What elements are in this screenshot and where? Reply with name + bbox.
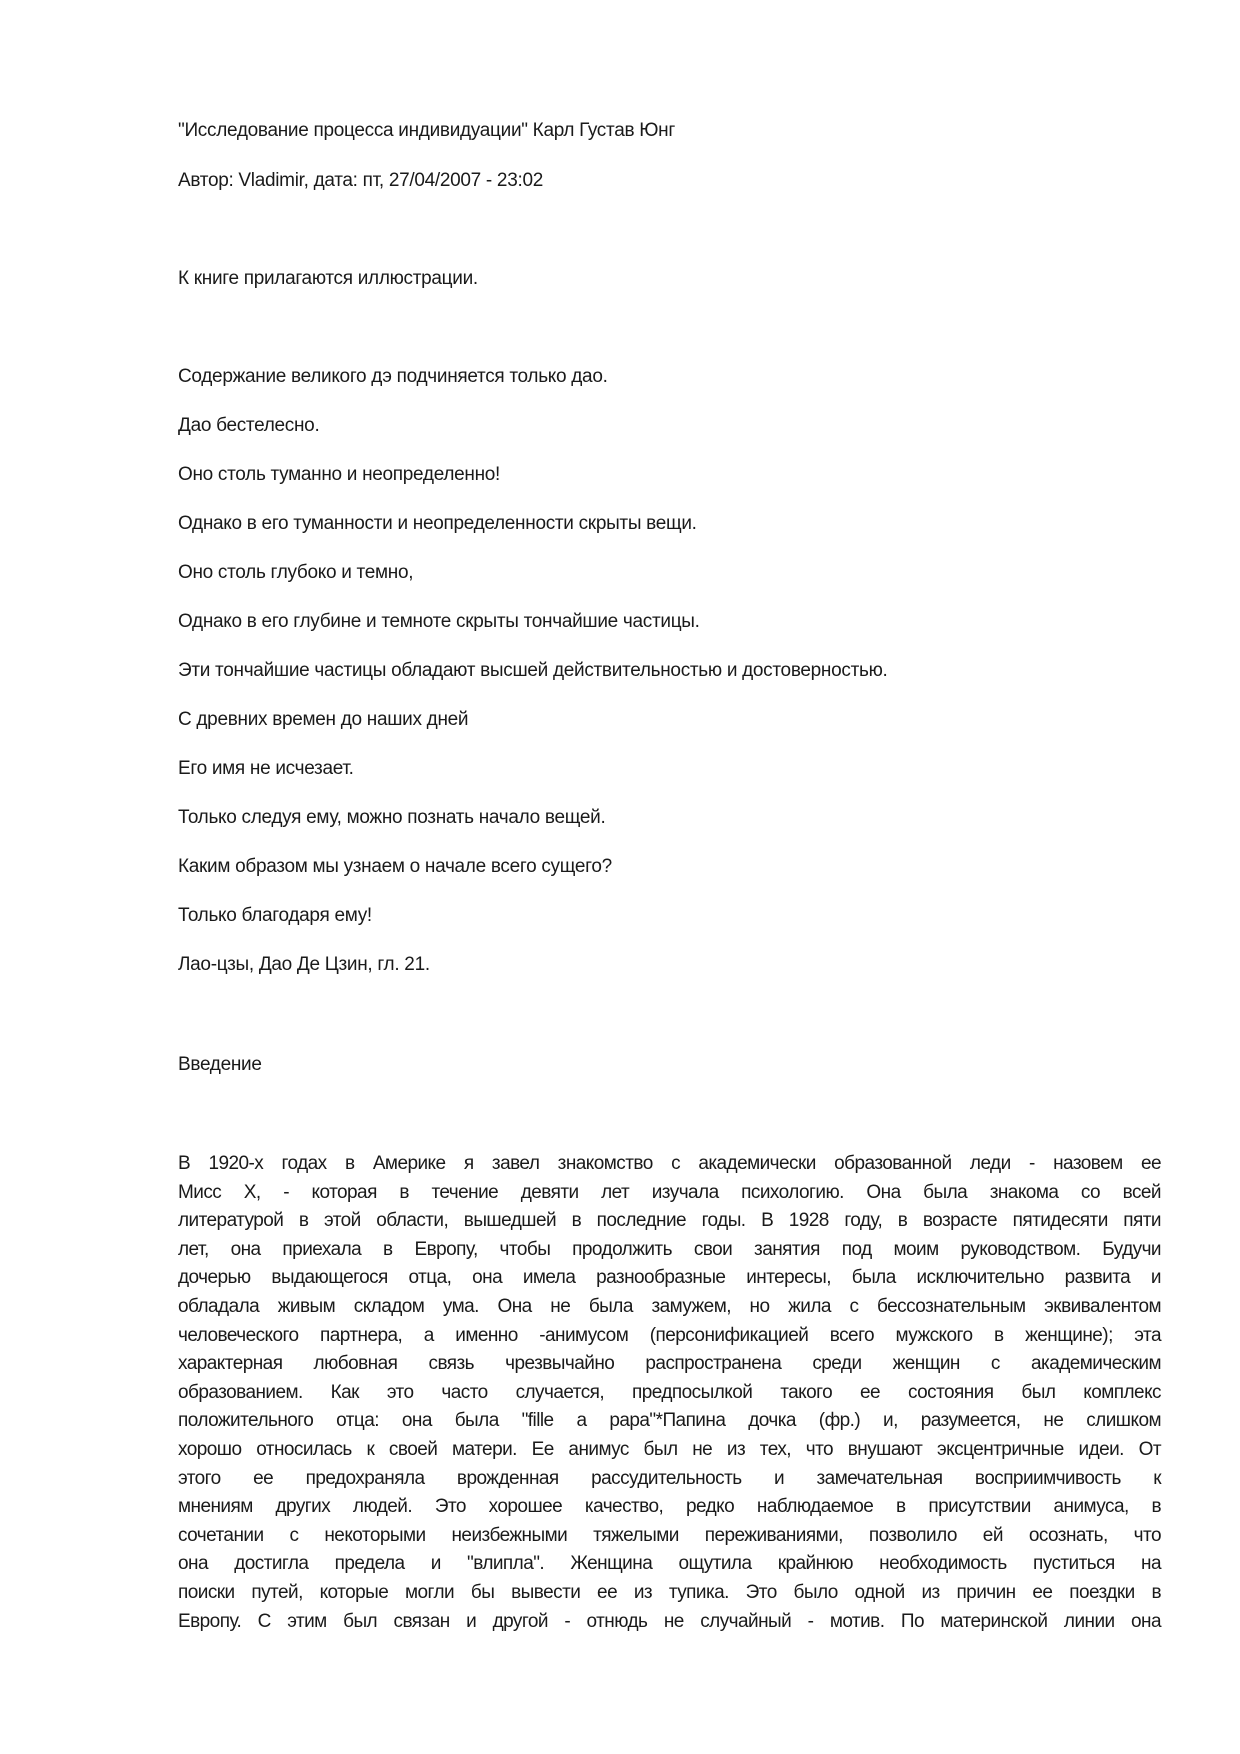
paragraph-line: человеческого партнера, а именно -анимусом (персонификацией всего мужского в женщине); эта (178, 1324, 1161, 1346)
epigraph-line: Оно столь глубоко и темно, (178, 562, 414, 583)
paragraph-line: мнениям других людей. Это хорошее качество, редко наблюдаемое в присутствии анимуса, в (178, 1496, 1161, 1518)
illustrations-note: К книге прилагаются иллюстрации. (178, 268, 478, 289)
paragraph-line: лет, она приехала в Европу, чтобы продолжить свои занятия под моим руководством. Будучи (178, 1238, 1161, 1260)
paragraph-line: поиски путей, которые могли бы вывести ее из тупика. Это было одной из причин ее поездки в (178, 1581, 1161, 1603)
epigraph-line: Только благодаря ему! (178, 905, 372, 926)
epigraph-line: Однако в его туманности и неопределенности скрыты вещи. (178, 513, 697, 534)
epigraph-line: Дао бестелесно. (178, 415, 320, 436)
paragraph-line: обладала живым складом ума. Она не была замужем, но жила с бессознательным эквивалентом (178, 1295, 1161, 1317)
paragraph-line: она достигла предела и "влипла". Женщина ощутила крайнюю необходимость пуститься на (178, 1553, 1161, 1575)
paragraph-line: дочерью выдающегося отца, она имела разнообразные интересы, была исключительно развита и (178, 1267, 1161, 1289)
epigraph-line: Оно столь туманно и неопределенно! (178, 464, 501, 485)
document-title: "Исследование процесса индивидуации" Карл Густав Юнг (178, 120, 675, 141)
paragraph-line: Мисс X, - которая в течение девяти лет изучала психологию. Она была знакома со всей (178, 1181, 1161, 1203)
byline: Автор: Vladimir, дата: пт, 27/04/2007 - 23:02 (178, 170, 543, 191)
epigraph-line: С древних времен до наших дней (178, 709, 469, 730)
paragraph-line: сочетании с некоторыми неизбежными тяжелыми переживаниями, позволило ей осознать, что (178, 1524, 1161, 1546)
section-heading: Введение (178, 1054, 262, 1075)
epigraph-line: Однако в его глубине и темноте скрыты тончайшие частицы. (178, 611, 700, 632)
paragraph-line: характерная любовная связь чрезвычайно распространена среди женщин с академическим (178, 1353, 1161, 1375)
paragraph-line: этого ее предохраняла врожденная рассудительность и замечательная восприимчивость к (178, 1467, 1161, 1489)
epigraph-line: Каким образом мы узнаем о начале всего сущего? (178, 856, 612, 877)
paragraph-line: образованием. Как это часто случается, предпосылкой такого ее состояния был комплекс (178, 1381, 1161, 1403)
paragraph-line: положительного отца: она была "fille a papa"*Папина дочка (фр.) и, разумеется, не слишком (178, 1410, 1161, 1432)
body-paragraph (178, 1150, 1161, 1636)
paragraph-line: Европу. С этим был связан и другой - отнюдь не случайный - мотив. По материнской линии она (178, 1610, 1161, 1632)
epigraph-line: Его имя не исчезает. (178, 758, 354, 779)
paragraph-line: литературой в этой области, вышедшей в последние годы. В 1928 году, в возрасте пятидесяти пяти (178, 1210, 1161, 1232)
epigraph-line: Лао-цзы, Дао Де Цзин, гл. 21. (178, 954, 430, 975)
paragraph-line: хорошо относилась к своей матери. Ее анимус был не из тех, что внушают эксцентричные идеи. От (178, 1438, 1161, 1460)
paragraph-line: В 1920-х годах в Америке я завел знакомство с академически образованной леди - назовем ее (178, 1153, 1161, 1174)
epigraph-line: Эти тончайшие частицы обладают высшей действительностью и достоверностью. (178, 660, 888, 681)
epigraph-line: Только следуя ему, можно познать начало вещей. (178, 807, 606, 828)
epigraph-line: Содержание великого дэ подчиняется только дао. (178, 366, 608, 387)
